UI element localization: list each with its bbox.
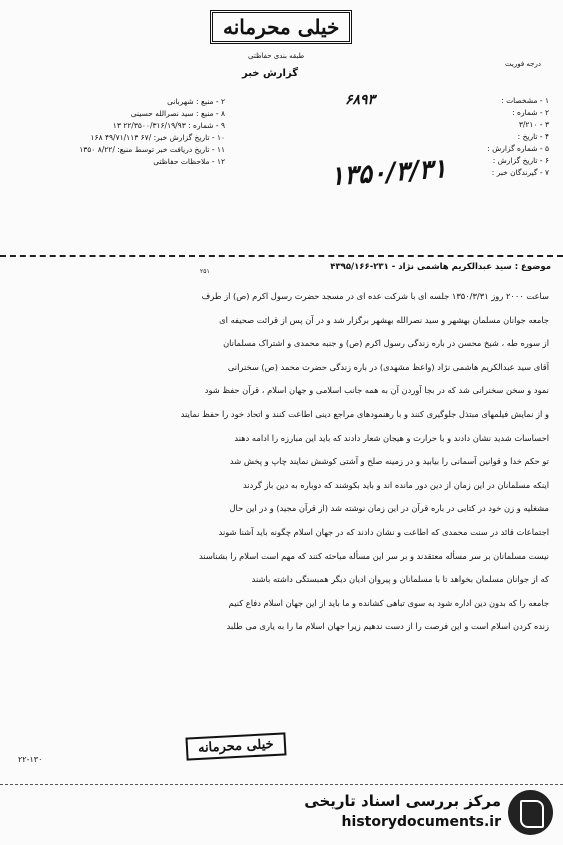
source-info-line: ۱۲ - ملاحظات حفاظتی [153, 157, 225, 166]
body-line: و از نمایش فیلمهای مبتذل جلوگیری کنند و با رهنمودهای مراجع دینی اطاعت کنند و اتحاد خود را حفظ نمایند [180, 408, 549, 419]
subject-line: موضوع : سید عبدالکریم هاشمی نژاد - ۲۳۱-۴۳۹۵/۱۶۶ [330, 262, 551, 272]
report-info-block [487, 95, 549, 179]
body-line: زنده کردن اسلام است و این فرصت را از دست ندهیم زیرا جهان اسلام ما را به یاری می طلبد [226, 621, 549, 632]
body-line: جامعه جوانان مسلمان بهشهر و سید نصرالله بهشهر برگزار شد و در آن پس از قرائت صحیفه ای [219, 314, 549, 325]
report-info-line: ۴ - تاریخ : [517, 132, 549, 141]
report-info-line: ۱ - مشخصات : [501, 96, 549, 105]
body-line: احساسات شدید نشان دادند و با حرارت و هیجان شعار دادند که باید این مبارزه را ادامه دهند [234, 432, 549, 443]
body-line: آقای سید عبدالکریم هاشمی نژاد (واعظ مشهدی) در باره زندگی حضرت محمد (ص) سخنرانی [227, 361, 549, 372]
body-line: نمود و سخن سخنرانی شد که در بجا آوردن آن به همه جانب اسلامی و جهان اسلام ، قرآن حفظ شود [204, 385, 549, 396]
archive-book-icon [508, 790, 553, 835]
source-info-block [79, 96, 225, 168]
report-info-line: ۲ - شماره : [512, 108, 549, 117]
report-info-line: ۳ - ۳/۲۱۰ [518, 120, 549, 129]
body-line: که از جوانان مسلمان بخواهد تا با مسلمانان و پیروان ادیان دیگر همبستگی داشته باشند [251, 574, 549, 585]
body-line: اجتماعات قائد در سنت محمدی که اطاعت و نشان دادند که در جهان اسلام چگونه باید آشنا شوند [218, 526, 549, 537]
report-info-line: ۵ - شماره گزارش : [487, 144, 549, 153]
classification-subtitle: طبقه بندی حفاظتی [248, 52, 305, 60]
subject-annotation: ۲۵۱ [200, 268, 210, 275]
source-info-line: ۲ - منبع : شهربانی [167, 97, 225, 106]
body-line: ساعت ۲۰۰۰ روز ۱۳۵۰/۳/۳۱ جلسه ای با شرکت عده ای در مسجد حضرت رسول اکرم (ص) از طرف [201, 291, 549, 301]
section-divider [0, 255, 563, 257]
report-body [14, 285, 549, 639]
footer-divider [0, 784, 563, 785]
source-info-line: ۱۱ - تاریخ دریافت خبر توسط منبع: /۸/۲۲ ۱۳۵۰ [79, 145, 225, 154]
body-line: مشغلیه و زن خود در کتابی در باره قرآن در این زمان نوشته شد (از قرآن مجید) و در این حال [229, 503, 549, 514]
urgency-label: درجه فوریت [505, 60, 541, 68]
handwritten-signature: ۶۸۹۳ [345, 92, 376, 108]
body-line: جامعه را که بدون دین اداره شود به سوی تباهی کشانده و ما باید از این جهان اسلام دفاع کنیم [228, 597, 549, 608]
report-type: گزارش خبر [242, 68, 299, 79]
archive-logo [278, 790, 553, 835]
classification-stamp: خیلی محرمانه [210, 10, 352, 44]
archive-url: historydocuments.ir [341, 814, 501, 830]
body-line: اینکه مسلمانان در این زمان از دین دور مانده اند و باید بکوشند که دوباره به دین باز گردند [242, 479, 549, 490]
body-line: از سوره طه ، شیخ محسن در باره زندگی رسول اکرم (ص) و جنبه محمدی و اشتراک مسلمانان [223, 338, 549, 349]
report-info-line: ۷ - گیرندگان خبر : [491, 168, 549, 177]
classification-stamp-bottom: خیلی محرمانه [185, 732, 286, 760]
source-info-line: ۹ - شماره : ۲۲/۳۵۰۰/۳۱۶/۱۹/۹۳ ۱۳ [112, 121, 225, 130]
body-line: نیست مسلمانان بر سر مسأله معتقدند و بر سر این مسأله مباحثه کنند که مهم است اسلام را بشناسند [199, 550, 549, 561]
report-info-line: ۶ - تاریخ گزارش : [492, 156, 549, 165]
handwritten-date: ۱۳۵۰/۳/۳۱ [329, 153, 448, 193]
source-info-line: ۸ - منبع : سید نصرالله حسینی [130, 109, 225, 118]
archive-name: مرکز بررسی اسناد تاریخی [304, 792, 501, 810]
document-code: ۲۲-۱۳۰ [18, 755, 43, 764]
body-line: تو حکم خدا و قوانین آسمانی را بیابید و در زمینه صلح و آشتی کوشش نمایند چاپ و پخش شد [229, 456, 549, 467]
source-info-line: ۱۰ - تاریخ گزارش خبر: /۶۷ ۴۹/۷۱/۱۱۳ ۱۶۸ [90, 133, 225, 142]
